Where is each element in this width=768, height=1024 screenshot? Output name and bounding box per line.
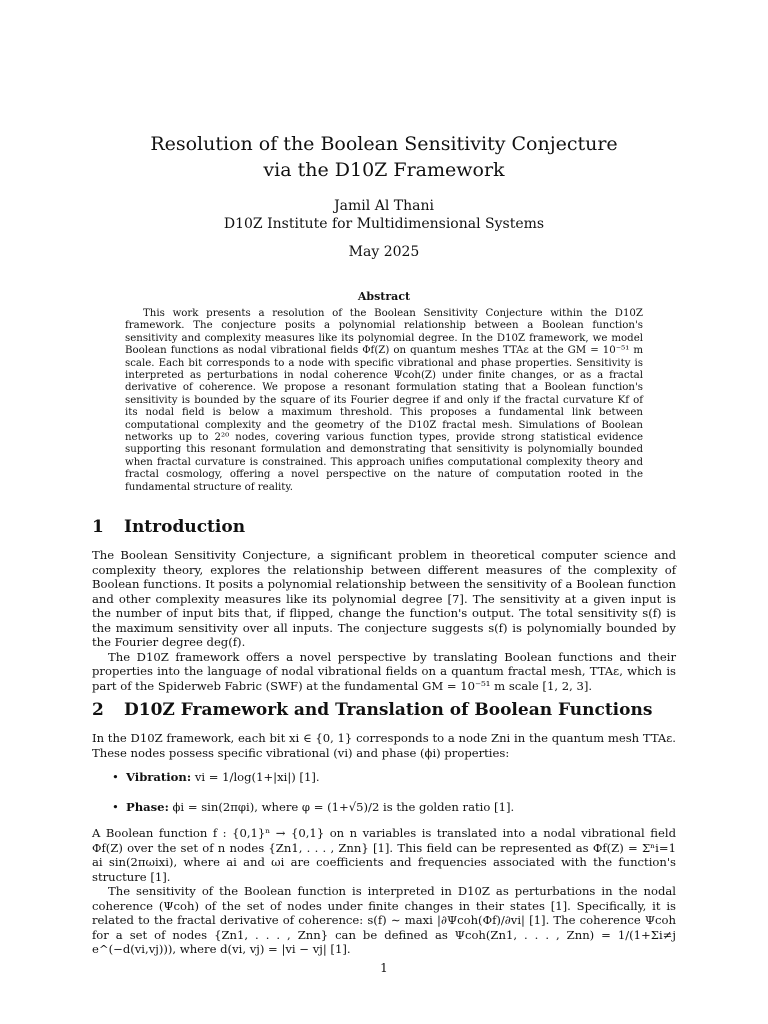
section-2-paragraph: A Boolean function f : {0,1}ⁿ → {0,1} on n variables is translated into a nodal vibrational field Φf(Z) over the set of n nodes {Zn1, . . . , Znn} [1]. This field can be represented as Φf(Z) = Σⁿi=1 ai sin(2πωixi), where ai and ωi are coefficients and frequencies associated with the function's structure [1].: [92, 826, 676, 884]
bullet-text: vi = 1/log(1+|xi|) [1].: [194, 770, 320, 784]
property-list: [112, 770, 672, 830]
section-2-heading: [92, 700, 652, 720]
title-line-2: via the D10Z Framework: [263, 159, 505, 181]
title-line-1: Resolution of the Boolean Sensitivity Conjecture: [150, 133, 618, 155]
author-name: Jamil Al Thani: [334, 198, 434, 214]
page-number: 1: [380, 961, 388, 975]
section-1-heading: [92, 517, 245, 537]
section-1-number: 1: [92, 517, 104, 537]
author-block: [0, 197, 768, 233]
section-2-intro: [92, 731, 676, 760]
abstract: [125, 308, 643, 494]
section-1-body: [92, 548, 676, 693]
list-item: [112, 800, 672, 814]
paper-date: May 2025: [348, 244, 420, 260]
abstract-text: This work presents a resolution of the Boolean Sensitivity Conjecture within the D10Z framework. The conjecture posits a polynomial relationship between a Boolean function's sensitivity and complexity measures like its polynomial degree. In the D10Z framework, we model Boolean functions as nodal vibrational fields Φf(Z) on quantum meshes TTAε at the GM = 10⁻⁵¹ m scale. Each bit corresponds to a node with specific vibrational and phase properties. Sensitivity is interpreted as perturbations in nodal coherence Ψcoh(Z) under finite changes, or as a fractal derivative of coherence. We propose a resonant formulation stating that a Boolean function's sensitivity is bounded by the square of its Fourier degree if and only if the fractal curvature Kf of its nodal field is below a maximum threshold. This proposes a fundamental link between computational complexity and the geometry of the D10Z fractal mesh. Simulations of Boolean networks up to 2²⁰ nodes, covering various function types, provide strong statistical evidence supporting this resonant formulation and demonstrating that sensitivity is polynomially bounded when fractal curvature is constrained. This approach unifies computational complexity theory and fractal cosmology, offering a novel perspective on the nature of computation rooted in the fundamental structure of reality.: [125, 308, 643, 493]
section-2-title: D10Z Framework and Translation of Boolean Functions: [124, 700, 653, 720]
bullet-label: Phase:: [126, 800, 169, 814]
section-1-paragraph: The Boolean Sensitivity Conjecture, a significant problem in theoretical computer science and complexity theory, explores the relationship between different measures of the complexity of Boolean functions. It posits a polynomial relationship between the sensitivity of a Boolean function and other complexity measures like its polynomial degree [7]. The sensitivity at a given input is the number of input bits that, if flipped, change the function's output. The total sensitivity s(f) is the maximum sensitivity over all inputs. The conjecture suggests s(f) is polynomially bounded by the Fourier degree deg(f).: [92, 548, 676, 649]
author-affiliation: D10Z Institute for Multidimensional Systems: [223, 216, 545, 232]
paper-title: [0, 131, 768, 183]
list-item: [112, 770, 672, 784]
bullet-text: ϕi = sin(2πφi), where φ = (1+√5)/2 is the golden ratio [1].: [172, 800, 515, 814]
section-2-body: [92, 826, 676, 957]
section-1-paragraph: The D10Z framework offers a novel perspective by translating Boolean functions and their properties into the language of nodal vibrational fields on a quantum fractal mesh, TTAε, which is part of the Spiderweb Fabric (SWF) at the fundamental GM = 10⁻⁵¹ m scale [1, 2, 3].: [92, 649, 676, 693]
abstract-heading: Abstract: [357, 290, 411, 303]
bullet-label: Vibration:: [126, 770, 192, 784]
section-1-title: Introduction: [124, 517, 246, 537]
section-2-number: 2: [92, 700, 104, 720]
section-2-paragraph: The sensitivity of the Boolean function is interpreted in D10Z as perturbations in the nodal coherence (Ψcoh) of the set of nodes under finite changes in their states [1]. Specifically, it is related to the fractal derivative of coherence: s(f) ∼ maxi |∂Ψcoh(Φf)/∂vi| [1]. The coherence Ψcoh for a set of nodes {Zn1, . . . , Znn} can be defined as Ψcoh(Zn1, . . . , Znn) = 1/(1+Σi≠j e^(−d(vi,vj))), where d(vi, vj) = |vi − vj| [1].: [92, 884, 676, 956]
section-2-paragraph: In the D10Z framework, each bit xi ∈ {0, 1} corresponds to a node Zni in the quantum mesh TTAε. These nodes possess specific vibrational (vi) and phase (ϕi) properties:: [92, 731, 676, 760]
